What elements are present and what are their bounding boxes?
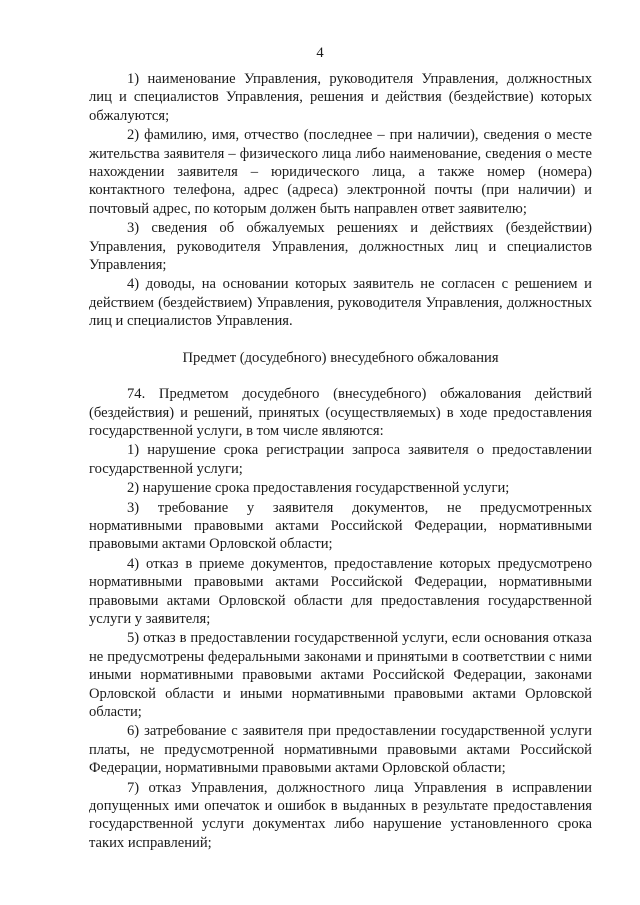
subject-item-7: 7) отказ Управления, должностного лица Управления в исправлении допущенных ими опечаток и ошибок в выданных в результате предоставления государственной услуги документах либо нарушение установленного срока таких исправлений; bbox=[89, 779, 592, 851]
document-body bbox=[89, 70, 592, 853]
list-item-2-name: 2) фамилию, имя, отчество (последнее – при наличии), сведения о месте жительства заявителя – физического лица либо наименование, сведения о месте нахождении заявителя – юридического лица, а также номер (номера) контактного телефона, адрес (адреса) электронной почты (при наличии) и почтовый адрес, по которым должен быть направлен ответ заявителю; bbox=[89, 127, 592, 217]
subject-item-4: 4) отказ в приеме документов, предоставление которых предусмотрено нормативными правовыми актами Российской Федерации, нормативными правовыми актами Орловской области для предоставления государственной услуги у заявителя; bbox=[89, 555, 592, 627]
subject-item-6: 6) затребование с заявителя при предоставлении государственной услуги платы, не предусмотренной нормативными правовыми актами Российской Федерации, нормативными правовыми актами Орловской области; bbox=[89, 723, 592, 777]
subject-item-1: 1) нарушение срока регистрации запроса заявителя о предоставлении государственной услуги; bbox=[89, 442, 592, 477]
list-item-4-arguments: 4) доводы, на основании которых заявитель не согласен с решением и действием (бездействием) Управления, руководителя Управления, должностных лиц и специалистов Управления. bbox=[89, 276, 592, 330]
list-item-3-info: 3) сведения об обжалуемых решениях и действиях (бездействии) Управления, руководителя Управления, должностных лиц и специалистов Управления; bbox=[89, 220, 592, 274]
section-heading: Предмет (досудебного) внесудебного обжалования bbox=[182, 349, 499, 366]
paragraph-74: 74. Предметом досудебного (внесудебного) обжалования действий (бездействия) и решений, принятых (осуществляемых) в ходе предоставления государственной услуги, в том числе являются: bbox=[89, 386, 592, 439]
list-item-1-name: 1) наименование Управления, руководителя Управления, должностных лиц и специалистов Управления, решения и действия (бездействие) которых обжалуются; bbox=[89, 71, 592, 124]
subject-item-2: 2) нарушение срока предоставления государственной услуги; bbox=[127, 480, 510, 497]
page-number: 4 bbox=[316, 45, 324, 61]
subject-item-5: 5) отказ в предоставлении государственной услуги, если основания отказа не предусмотрены федеральными законами и принятыми в соответствии с ними иными нормативными правовыми актами Российской Федерации, законами Орловской области и иными нормативными правовыми актами Орловской области; bbox=[89, 630, 592, 720]
subject-item-3: 3) требование у заявителя документов, не предусмотренных нормативными правовыми актами Российской Федерации, нормативными правовыми актами Орловской области; bbox=[89, 499, 592, 553]
